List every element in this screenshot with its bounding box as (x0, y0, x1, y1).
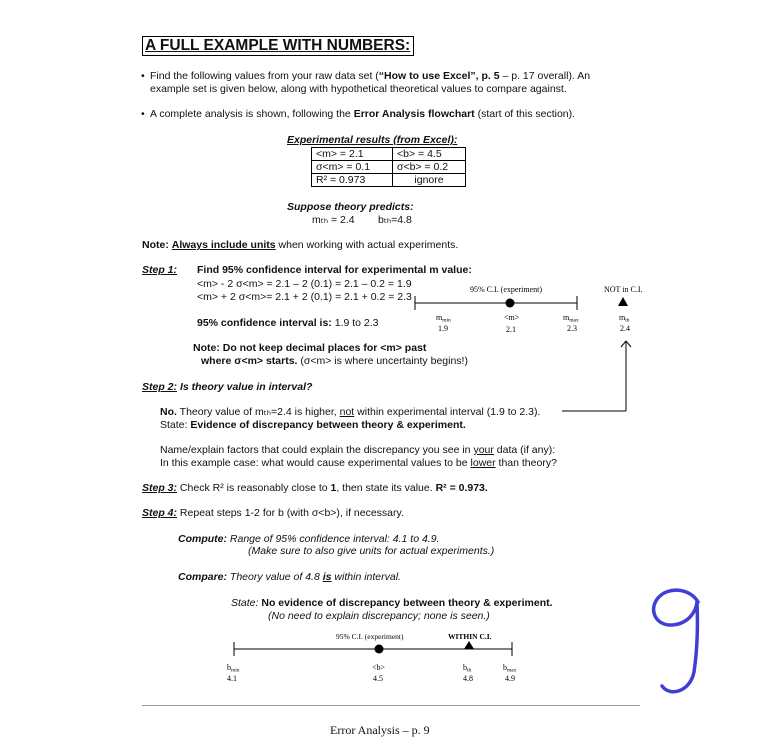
step2-line1-b: within experimental interval (1.9 to 2.3). (354, 406, 541, 418)
ci-label-text: 95% C.I. (experiment) (470, 285, 542, 294)
intro-bullet-2 (150, 108, 575, 120)
explain2-a: In this example case: what would cause experimental values to be (160, 457, 471, 469)
table-row (312, 161, 466, 174)
flowchart-ref: Error Analysis flowchart (353, 108, 475, 120)
state-label: State: (160, 419, 188, 431)
compare-a: Theory value of 4.8 (227, 571, 323, 583)
m-min-value: 1.9 (438, 324, 448, 333)
step3-label: Step 3: (142, 482, 178, 494)
step4-compare (178, 571, 401, 583)
step4 (142, 507, 404, 519)
compare-is: is (322, 571, 332, 583)
state-label-2: State: (231, 597, 259, 609)
step2-explain1 (160, 444, 555, 456)
step2-text: Is theory value in interval? (179, 381, 313, 393)
experimental-table (311, 147, 466, 187)
m-mean-label: <m> (504, 313, 520, 322)
explain2-b: than theory? (495, 457, 557, 469)
within-ci-label: WITHIN C.I. (448, 632, 492, 641)
step2-line1-a: Theory value of mₜₕ=2.4 is higher, (176, 406, 340, 418)
ci-label: 95% confidence interval is: (197, 317, 332, 329)
page-title: A FULL EXAMPLE WITH NUMBERS: (142, 36, 414, 56)
step3-text-b: , then state its value. (336, 482, 436, 494)
table-cell: σ<m> = 0.1 (312, 161, 393, 174)
step4-state (231, 597, 553, 609)
step1-ci (197, 317, 379, 329)
experimental-heading: Experimental results (from Excel): (287, 134, 458, 146)
table-cell: <m> = 2.1 (312, 148, 393, 161)
b-th-label: bth (463, 663, 472, 674)
theory-marker-icon (618, 297, 628, 306)
step3-one: 1 (330, 482, 337, 494)
theory-marker-icon-2 (464, 641, 474, 649)
step4-label: Step 4: (142, 507, 178, 519)
not-in-ci-label: NOT in C.I. (604, 285, 643, 294)
b-max-label: bmax (503, 663, 517, 674)
note-bold: where σ<m> starts. (201, 355, 298, 367)
note-text: when working with actual experiments. (275, 239, 459, 251)
b-th-value: 4.8 (463, 674, 473, 683)
b-mean-value: 4.5 (373, 674, 383, 683)
m-max-label: mmax (563, 313, 579, 324)
note-label: Note: (142, 239, 169, 251)
state-text-2: No evidence of discrepancy between theory & experiment. (258, 597, 553, 609)
mean-marker-2 (375, 645, 384, 654)
units-note (142, 239, 458, 251)
intro-bullet-1-text: Find the following values from your raw data set ( (150, 70, 379, 82)
step2-heading (142, 381, 312, 393)
explain1-a: Name/explain factors that could explain the discrepancy you see in (160, 444, 474, 456)
step2-line1 (160, 406, 540, 418)
step1-note-line2 (201, 355, 468, 367)
m-max-value: 2.3 (567, 324, 577, 333)
b-max-value: 4.9 (505, 674, 515, 683)
intro-bullet-1-text-b: – p. 17 overall). An (499, 70, 591, 82)
compute-text: Range of 95% confidence interval: 4.1 to 4.9. (227, 533, 440, 545)
b-mean-label: <b> (372, 663, 386, 672)
footer-page-label: Error Analysis – p. 9 (330, 723, 430, 737)
step1-text: Find 95% confidence interval for experimental m value: (197, 264, 472, 276)
state-text: Evidence of discrepancy between theory & experiment. (187, 419, 466, 431)
handwritten-page-number (640, 582, 712, 702)
table-row (312, 174, 466, 187)
step2-state (160, 419, 466, 431)
intro-bullet-2-text-b: (start of this section). (474, 108, 576, 120)
table-cell: R² = 0.973 (312, 174, 393, 187)
ci-diagram-b (222, 628, 522, 688)
step4-compute (178, 533, 439, 545)
step1-line-plus: <m> + 2 σ<m>= 2.1 + 2 (0.1) = 2.1 + 0.2 = 2.3 (197, 291, 412, 303)
compare-b: within interval. (331, 571, 401, 583)
intro-bullet-1 (150, 70, 590, 82)
step1-label: Step 1: (142, 264, 178, 276)
state-note: (No need to explain discrepancy; none is seen.) (268, 610, 490, 622)
step1-note-line1: Note: Do not keep decimal places for <m> past (193, 342, 427, 354)
connector-arrow (560, 335, 635, 415)
step2-no: No. (160, 406, 177, 418)
b-min-value: 4.1 (227, 674, 237, 683)
mean-marker (506, 299, 515, 308)
m-min-label: mmin (436, 313, 451, 324)
step3-text-a: Check R² is reasonably close to (177, 482, 331, 494)
explain1-b: data (if any): (493, 444, 556, 456)
m-mean-value: 2.1 (506, 325, 516, 334)
intro-bullet-2-text: A complete analysis is shown, following the (150, 108, 354, 120)
note-emphasis: Always include units (171, 239, 276, 251)
handwritten-nine-icon (654, 590, 698, 692)
step4-text: Repeat steps 1-2 for b (with σ<b>), if necessary. (177, 507, 404, 519)
step3-r2: R² = 0.973. (435, 482, 488, 494)
ci-value: 1.9 to 2.3 (334, 317, 379, 329)
table-cell: ignore (393, 174, 466, 187)
theory-values: mₜₕ = 2.4 bₜₕ=4.8 (312, 214, 412, 226)
m-th-value: 2.4 (620, 324, 630, 333)
step1-line-minus: <m> - 2 σ<m> = 2.1 – 2 (0.1) = 2.1 – 0.2 = 1.9 (197, 278, 412, 290)
m-th-label: mth (619, 313, 630, 324)
intro-bullet-1-line2: example set is given below, along with hypothetical theoretical values to compare against. (150, 83, 567, 95)
compute-label: Compute: (178, 533, 227, 545)
table-row (312, 148, 466, 161)
step3 (142, 482, 488, 494)
b-min-label: bmin (227, 663, 240, 674)
ci-label-text-2: 95% C.I. (experiment) (336, 632, 404, 641)
table-cell: σ<b> = 0.2 (393, 161, 466, 174)
compute-note: (Make sure to also give units for actual experiments.) (248, 545, 495, 557)
step2-label: Step 2: (142, 381, 178, 393)
compare-label: Compare: (178, 571, 228, 583)
footer-rule (142, 705, 640, 706)
step2-not: not (339, 406, 355, 418)
explain1-u: your (473, 444, 494, 456)
intro-bullet-1-ref: “How to use Excel”, p. 5 (378, 70, 500, 82)
step2-explain2 (160, 457, 557, 469)
note-rest: (σ<m> is where uncertainty begins!) (297, 355, 468, 367)
theory-heading: Suppose theory predicts: (287, 201, 414, 213)
explain2-u: lower (470, 457, 496, 469)
table-cell: <b> = 4.5 (393, 148, 466, 161)
